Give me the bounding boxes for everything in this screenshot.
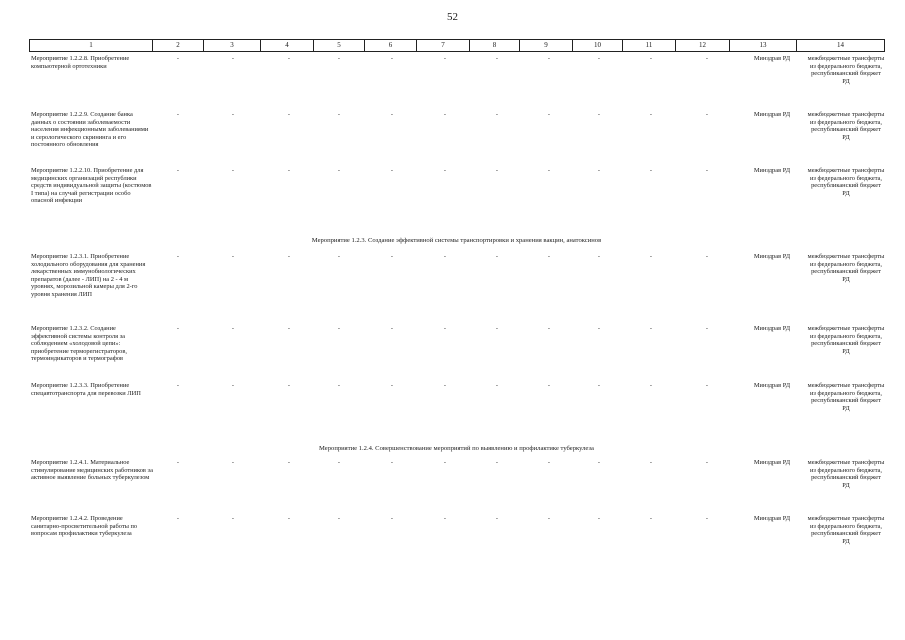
- row-dash: -: [337, 382, 341, 389]
- row-dash: -: [231, 459, 235, 466]
- row-dash: -: [337, 515, 341, 522]
- row-dash: -: [597, 459, 601, 466]
- row-dash: -: [547, 111, 551, 118]
- header-cell: 8: [470, 40, 520, 52]
- row-dash: -: [649, 253, 653, 260]
- row-dash: -: [705, 459, 709, 466]
- row-responsible: Минздрав РД: [753, 382, 791, 389]
- row-dash: -: [443, 253, 447, 260]
- row-name: Мероприятие 1.2.2.10. Приобретение для медицинских организаций республики средств индивидуальной защиты (костюмов I типа) на случай регистрации особо опасной инфекции: [31, 167, 152, 205]
- section-heading: Мероприятие 1.2.4. Совершенствование мероприятий по выявлению и профилактике туберкулеза: [319, 445, 594, 452]
- row-dash: -: [597, 325, 601, 332]
- row-dash: -: [390, 111, 394, 118]
- row-dash: -: [547, 55, 551, 62]
- row-dash: -: [390, 325, 394, 332]
- row-name: Мероприятие 1.2.3.1. Приобретение холодильного оборудования для хранения лекарственных иммунобиологических препаратов (далее - ЛИП) на 2 - 4 м уровнях, морозильной камеры для 2-го уровня хранения ЛИП: [31, 253, 146, 298]
- row-dash: -: [597, 167, 601, 174]
- row-name: Мероприятие 1.2.2.8. Приобретение компьютерной ортотехники: [31, 55, 130, 70]
- row-responsible: Минздрав РД: [753, 253, 791, 260]
- row-dash: -: [649, 515, 653, 522]
- row-name: Мероприятие 1.2.4.2. Проведение санитарно-просветительной работы по вопросам профилактики туберкулеза: [31, 515, 138, 538]
- row-dash: -: [176, 111, 180, 118]
- row-dash: -: [705, 325, 709, 332]
- row-dash: -: [547, 459, 551, 466]
- row-dash: -: [231, 382, 235, 389]
- row-dash: -: [231, 515, 235, 522]
- row-dash: -: [337, 253, 341, 260]
- row-dash: -: [705, 167, 709, 174]
- row-dash: -: [390, 515, 394, 522]
- row-dash: -: [649, 111, 653, 118]
- row-responsible: Минздрав РД: [753, 459, 791, 466]
- row-responsible: Минздрав РД: [753, 515, 791, 522]
- row-dash: -: [176, 55, 180, 62]
- row-dash: -: [649, 167, 653, 174]
- row-dash: -: [287, 167, 291, 174]
- row-dash: -: [547, 325, 551, 332]
- row-dash: -: [231, 111, 235, 118]
- row-funding: межбюджетные трансферты из федерального бюджета, республиканский бюджет РД: [807, 515, 885, 545]
- row-dash: -: [649, 459, 653, 466]
- row-funding: межбюджетные трансферты из федерального бюджета, республиканский бюджет РД: [807, 111, 885, 141]
- row-dash: -: [390, 55, 394, 62]
- row-name: Мероприятие 1.2.3.2. Создание эффективной системы контроля за соблюдением «холодовой цепи»: приобретение терморегистраторов, термоиндикаторов и термографов: [31, 325, 127, 363]
- header-cell: 9: [520, 40, 573, 52]
- row-dash: -: [597, 382, 601, 389]
- header-cell: 13: [730, 40, 797, 52]
- header-cell: 2: [153, 40, 204, 52]
- row-dash: -: [705, 55, 709, 62]
- row-responsible: Минздрав РД: [753, 167, 791, 174]
- row-dash: -: [176, 515, 180, 522]
- row-dash: -: [495, 111, 499, 118]
- row-dash: -: [287, 382, 291, 389]
- row-dash: -: [176, 167, 180, 174]
- row-dash: -: [705, 515, 709, 522]
- row-dash: -: [495, 253, 499, 260]
- column-header-table: [29, 39, 885, 52]
- header-cell: 10: [573, 40, 623, 52]
- row-dash: -: [495, 459, 499, 466]
- row-responsible: Минздрав РД: [753, 111, 791, 118]
- row-dash: -: [495, 55, 499, 62]
- row-dash: -: [390, 382, 394, 389]
- row-dash: -: [547, 253, 551, 260]
- header-cell: 14: [797, 40, 885, 52]
- row-dash: -: [443, 515, 447, 522]
- row-dash: -: [337, 167, 341, 174]
- row-dash: -: [705, 382, 709, 389]
- row-dash: -: [337, 111, 341, 118]
- row-dash: -: [649, 55, 653, 62]
- row-dash: -: [443, 111, 447, 118]
- row-dash: -: [337, 55, 341, 62]
- row-funding: межбюджетные трансферты из федерального бюджета, республиканский бюджет РД: [807, 253, 885, 283]
- row-dash: -: [443, 459, 447, 466]
- row-dash: -: [547, 167, 551, 174]
- row-dash: -: [495, 515, 499, 522]
- row-dash: -: [443, 55, 447, 62]
- row-dash: -: [337, 459, 341, 466]
- row-dash: -: [597, 515, 601, 522]
- row-dash: -: [231, 167, 235, 174]
- header-cell: 7: [417, 40, 470, 52]
- row-dash: -: [231, 55, 235, 62]
- row-dash: -: [495, 382, 499, 389]
- row-dash: -: [176, 325, 180, 332]
- row-name: Мероприятие 1.2.2.9. Создание банка данных о состоянии заболеваемости населения инфекционными заболеваниями и серологического скрининга и его постоянного обновления: [31, 111, 149, 149]
- row-funding: межбюджетные трансферты из федерального бюджета, республиканский бюджет РД: [807, 55, 885, 85]
- page-number: 52: [447, 11, 458, 23]
- header-cell: 12: [676, 40, 730, 52]
- row-dash: -: [705, 111, 709, 118]
- header-cell: 11: [623, 40, 676, 52]
- row-funding: межбюджетные трансферты из федерального бюджета, республиканский бюджет РД: [807, 167, 885, 197]
- row-dash: -: [337, 325, 341, 332]
- row-dash: -: [443, 167, 447, 174]
- header-cell: 4: [261, 40, 314, 52]
- row-dash: -: [649, 382, 653, 389]
- row-name: Мероприятие 1.2.4.1. Материальное стимулирование медицинских работников за активное выявление больных туберкулезом: [31, 459, 153, 482]
- row-dash: -: [597, 55, 601, 62]
- row-dash: -: [176, 253, 180, 260]
- header-cell: 1: [30, 40, 153, 52]
- row-dash: -: [443, 325, 447, 332]
- row-dash: -: [649, 325, 653, 332]
- header-row: [30, 40, 885, 52]
- row-dash: -: [547, 382, 551, 389]
- row-dash: -: [390, 459, 394, 466]
- row-responsible: Минздрав РД: [753, 55, 791, 62]
- row-dash: -: [597, 111, 601, 118]
- header-cell: 3: [204, 40, 261, 52]
- header-cell: 5: [314, 40, 365, 52]
- row-funding: межбюджетные трансферты из федерального бюджета, республиканский бюджет РД: [807, 382, 885, 412]
- row-dash: -: [287, 111, 291, 118]
- row-dash: -: [287, 515, 291, 522]
- row-dash: -: [287, 325, 291, 332]
- row-dash: -: [495, 325, 499, 332]
- row-dash: -: [547, 515, 551, 522]
- row-dash: -: [176, 382, 180, 389]
- row-dash: -: [287, 55, 291, 62]
- row-funding: межбюджетные трансферты из федерального бюджета, республиканский бюджет РД: [807, 459, 885, 489]
- row-dash: -: [597, 253, 601, 260]
- row-name: Мероприятие 1.2.3.3. Приобретение спецавтотранспорта для перевозки ЛИП: [31, 382, 141, 397]
- row-dash: -: [390, 253, 394, 260]
- row-dash: -: [443, 382, 447, 389]
- row-dash: -: [390, 167, 394, 174]
- row-dash: -: [287, 459, 291, 466]
- row-responsible: Минздрав РД: [753, 325, 791, 332]
- row-dash: -: [176, 459, 180, 466]
- header-cell: 6: [365, 40, 417, 52]
- section-heading: Мероприятие 1.2.3. Создание эффективной системы транспортировки и хранения вакцин, анатоксинов: [311, 237, 602, 244]
- row-dash: -: [705, 253, 709, 260]
- row-dash: -: [231, 325, 235, 332]
- row-dash: -: [495, 167, 499, 174]
- row-funding: межбюджетные трансферты из федерального бюджета, республиканский бюджет РД: [807, 325, 885, 355]
- row-dash: -: [231, 253, 235, 260]
- row-dash: -: [287, 253, 291, 260]
